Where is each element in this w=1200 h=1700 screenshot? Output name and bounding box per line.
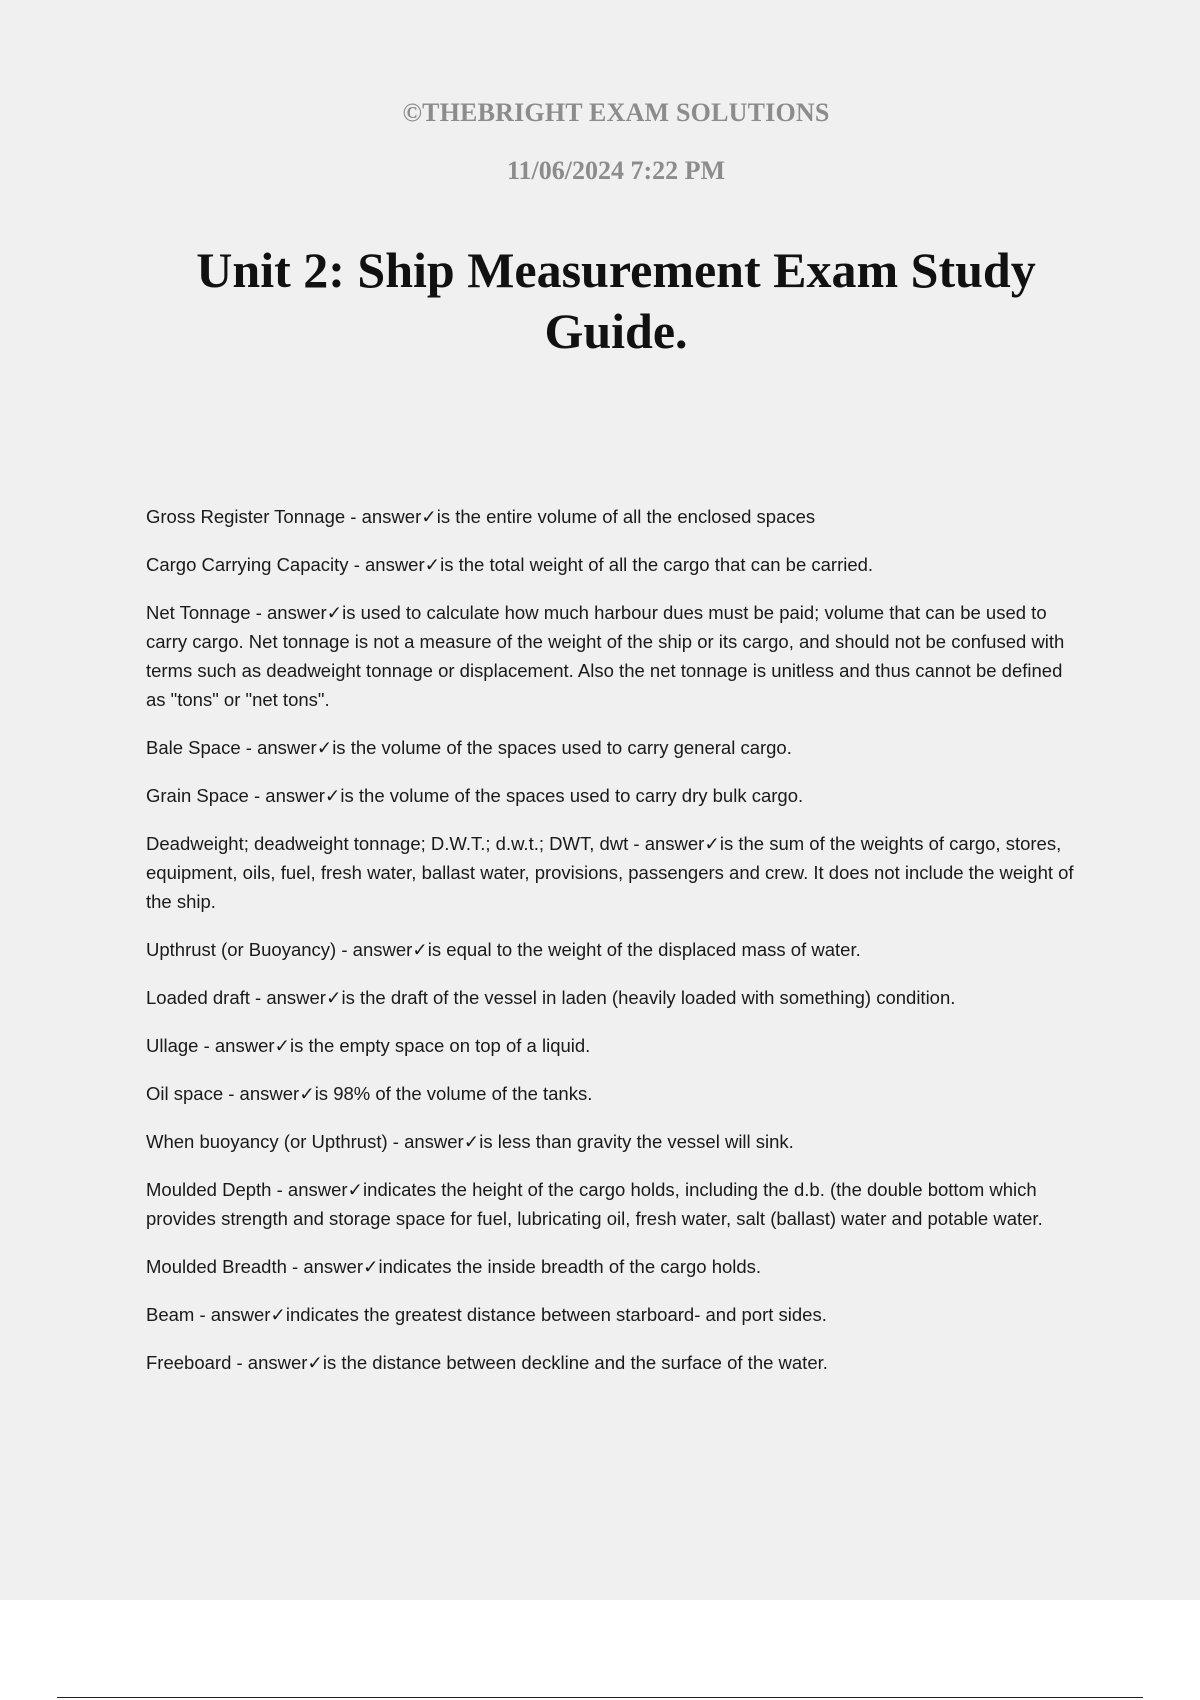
term-item: Bale Space - answer✓is the volume of the spaces used to carry general cargo. <box>146 737 792 758</box>
term-item: Ullage - answer✓is the empty space on top of a liquid. <box>146 1035 591 1056</box>
term-list <box>146 502 1086 1396</box>
term-item: Net Tonnage - answer✓is used to calculate how much harbour dues must be paid; volume that can be used to carry cargo. Net tonnage is not a measure of the weight of the ship or its cargo, and should not be confused with terms such as deadweight tonnage or displacement. Also the net tonnage is unitless and thus cannot be defined as "tons" or "net tons". <box>146 602 1065 710</box>
term-item: Freeboard - answer✓is the distance between deckline and the surface of the water. <box>146 1352 828 1373</box>
page-title: Unit 2: Ship Measurement Exam Study Guide. <box>196 242 1036 359</box>
date-stamp: 11/06/2024 7:22 PM <box>506 156 726 185</box>
term-item: When buoyancy (or Upthrust) - answer✓is less than gravity the vessel will sink. <box>146 1131 794 1152</box>
term-item: Gross Register Tonnage - answer✓is the entire volume of all the enclosed spaces <box>146 506 816 527</box>
term-item: Loaded draft - answer✓is the draft of the vessel in laden (heavily loaded with something) condition. <box>146 987 956 1008</box>
term-item: Moulded Breadth - answer✓indicates the inside breadth of the cargo holds. <box>146 1256 762 1277</box>
term-item: Cargo Carrying Capacity - answer✓is the total weight of all the cargo that can be carried. <box>146 554 874 575</box>
term-item: Oil space - answer✓is 98% of the volume of the tanks. <box>146 1083 593 1104</box>
brand-watermark: ©THEBRIGHT EXAM SOLUTIONS <box>402 98 830 127</box>
term-item: Beam - answer✓indicates the greatest distance between starboard- and port sides. <box>146 1304 827 1325</box>
term-item: Deadweight; deadweight tonnage; D.W.T.; d.w.t.; DWT, dwt - answer✓is the sum of the weights of cargo, stores, equipment, oils, fuel, fresh water, ballast water, provisions, passengers and crew. It does not include the weight of the ship. <box>146 833 1074 912</box>
footer-divider <box>57 1697 1143 1698</box>
term-item: Grain Space - answer✓is the volume of the spaces used to carry dry bulk cargo. <box>146 785 804 806</box>
term-item: Upthrust (or Buoyancy) - answer✓is equal to the weight of the displaced mass of water. <box>146 939 861 960</box>
term-item: Moulded Depth - answer✓indicates the height of the cargo holds, including the d.b. (the double bottom which provides strength and storage space for fuel, lubricating oil, fresh water, salt (ballast) water and potable water. <box>146 1179 1043 1229</box>
